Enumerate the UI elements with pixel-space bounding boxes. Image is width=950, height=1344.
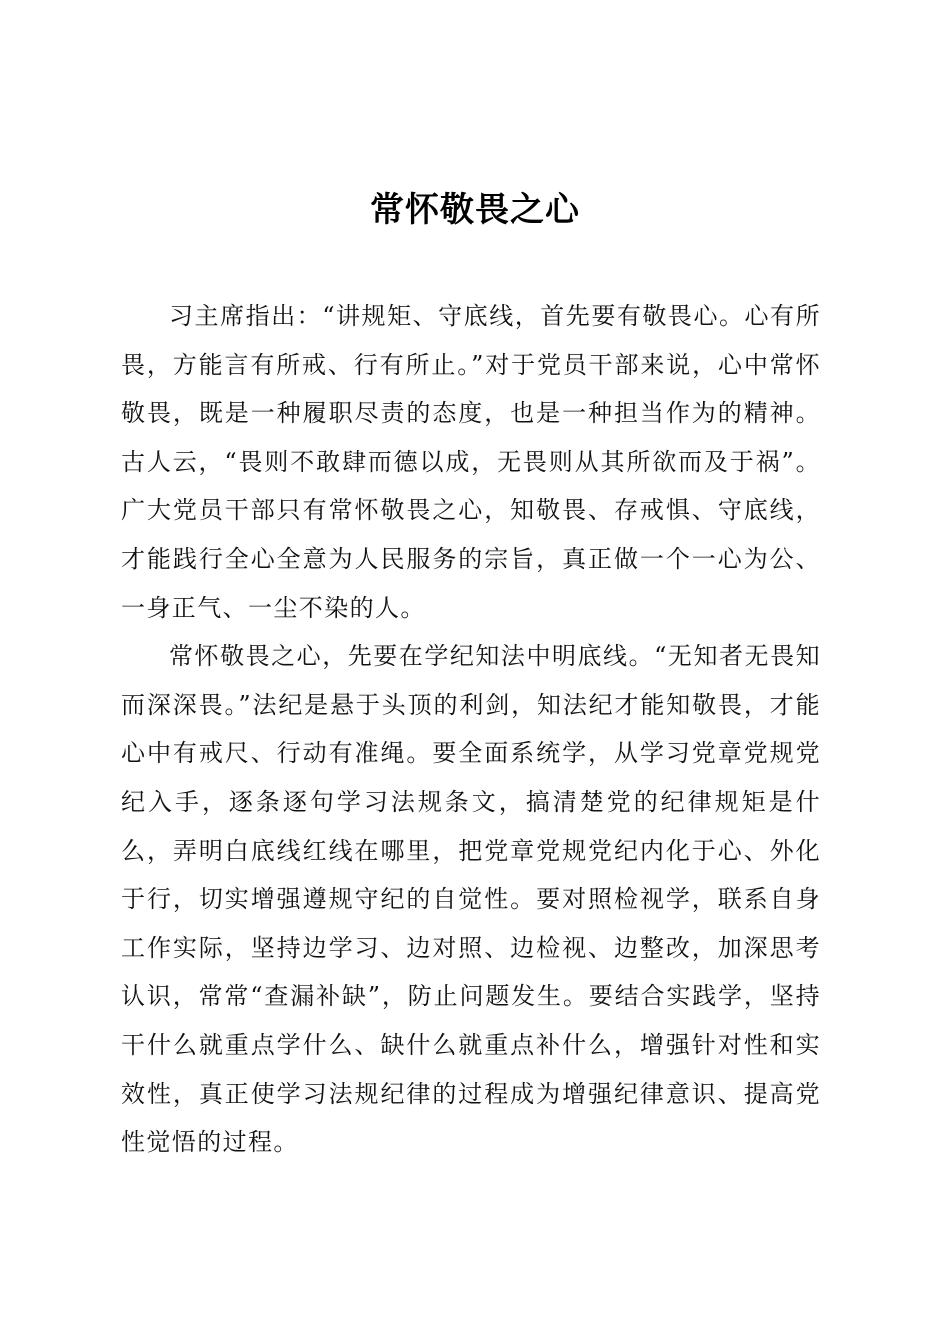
- document-body: [121, 292, 821, 1167]
- paragraph-1: 习主席指出：“讲规矩、守底线，首先要有敬畏心。心有所畏，方能言有所戒、行有所止。”对于党员干部来说，心中常怀敬畏，既是一种履职尽责的态度，也是一种担当作为的精神。古人云，“畏则不敢肆而德以成，无畏则从其所欲而及于祸”。广大党员干部只有常怀敬畏之心，知敬畏、存戒惧、守底线，才能践行全心全意为人民服务的宗旨，真正做一个一心为公、一身正气、一尘不染的人。: [121, 302, 821, 622]
- document-title: 常怀敬畏之心: [370, 190, 580, 230]
- paragraph-2: 常怀敬畏之心，先要在学纪知法中明底线。“无知者无畏知而深深畏。”法纪是悬于头顶的利剑，知法纪才能知敬畏，才能心中有戒尺、行动有准绳。要全面系统学，从学习党章党规党纪入手，逐条逐句学习法规条文，搞清楚党的纪律规矩是什么，弄明白底线红线在哪里，把党章党规党纪内化于心、外化于行，切实增强遵规守纪的自觉性。要对照检视学，联系自身工作实际，坚持边学习、边对照、边检视、边整改，加深思考认识，常常“查漏补缺”，防止问题发生。要结合实践学，坚持干什么就重点学什么、缺什么就重点补什么，增强针对性和实效性，真正使学习法规纪律的过程成为增强纪律意识、提高党性觉悟的过程。: [121, 642, 821, 1157]
